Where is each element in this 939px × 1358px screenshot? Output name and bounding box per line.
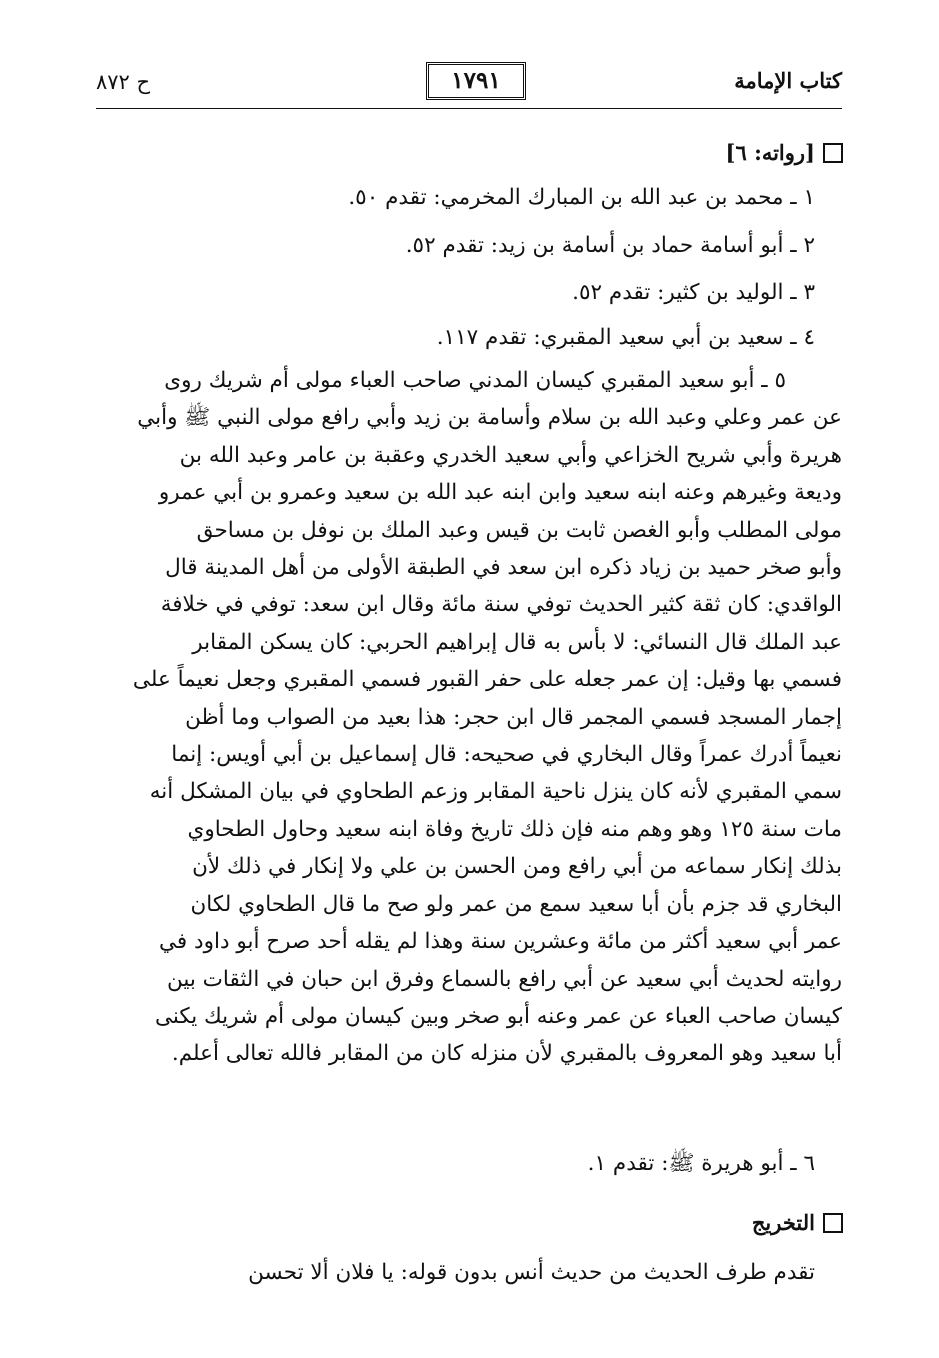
narrator-item-6: ٦ ـ أبو هريرة ﷺ: تقدم ١. (587, 1151, 815, 1176)
bio-line: البخاري قد جزم بأن أبا سعيد سمع من عمر ولو صح ما قال الطحاوي لكان (190, 891, 842, 917)
bio-line: كيسان صاحب العباء عن عمر وعنه أبو صخر وبين كيسان مولى أم شريك يكنى (154, 1003, 842, 1029)
bio-line: نعيماً أدرك عمراً وقال البخاري في صحيحه: قال إسماعيل بن أبي أويس: إنما (171, 742, 842, 768)
bio-line: سمي المقبري لأنه كان ينزل ناحية المقابر وزعم الطحاوي في بيان المشكل أنه (149, 779, 842, 805)
bio-line: بذلك إنكار سماعه من أبي رافع ومن الحسن بن علي ولا إنكار في ذلك لأن (192, 854, 842, 880)
narrators-heading (726, 140, 843, 165)
bio-line: روايته لحديث أبي سعيد عن أبي رافع بالسماع وفرق ابن حبان في الثقات بين (166, 966, 842, 992)
bio-line: مات سنة ١٢٥ وهو وهم منه فإن ذلك تاريخ وفاة ابنه سعيد وحاول الطحاوي (187, 816, 842, 842)
bio-line: الواقدي: كان ثقة كثير الحديث توفي سنة مائة وقال ابن سعد: توفي في خلافة (160, 592, 842, 618)
narrator-item-4: ٤ ـ سعيد بن أبي سعيد المقبري: تقدم ١١٧. (436, 325, 815, 350)
hadith-number-box: ١٧٩١ (426, 62, 526, 100)
bio-line: هريرة وأبي شريح الخزاعي وأبي سعيد الخدري وعقبة بن عامر وعبد الله بن (179, 442, 842, 468)
takhrij-text: تقدم طرف الحديث من حديث أنس بدون قوله: يا فلان ألا تحسن (248, 1260, 815, 1285)
hadith-reference: ح ٨٧٢ (96, 70, 151, 94)
bio-line: وأبو صخر حميد بن زياد ذكره ابن سعد في الطبقة الأولى من أهل المدينة قال (165, 555, 842, 581)
narrator-5-biography (100, 362, 842, 1073)
bio-line: عمر أبي سعيد أكثر من مائة وعشرين سنة وهذا لم يقله أحد صرح أبو داود في (159, 929, 842, 955)
narrator-item-1: ١ ـ محمد بن عبد الله بن المبارك المخرمي: تقدم ٥٠. (348, 185, 815, 210)
narrator-item-2: ٢ ـ أبو أسامة حماد بن أسامة بن زيد: تقدم ٥٢. (405, 233, 815, 258)
narrator-item-3: ٣ ـ الوليد بن كثير: تقدم ٥٢. (572, 280, 815, 305)
bio-line: إجمار المسجد فسمي المجمر قال ابن حجر: هذا بعيد من الصواب وما أظن (185, 704, 842, 730)
bio-line: عبد الملك قال النسائي: لا بأس به قال إبراهيم الحربي: كان يسكن المقابر (192, 629, 842, 655)
takhrij-heading-text: التخريج (751, 1210, 815, 1235)
bio-line: ٥ ـ أبو سعيد المقبري كيسان المدني صاحب العباء مولى أم شريك روى (164, 368, 786, 393)
bio-line: مولى المطلب وأبو الغصن ثابت بن قيس وعبد الملك بن نوفل بن مساحق (196, 517, 842, 543)
takhrij-heading (752, 1210, 843, 1235)
bio-line: عن عمر وعلي وعبد الله بن سلام وأسامة بن زيد وأبي رافع مولى النبي ﷺ وأبي (137, 405, 842, 431)
bio-line: أبا سعيد وهو المعروف بالمقبري لأن منزله كان من المقابر فالله تعالى أعلم. (171, 1041, 842, 1067)
bio-line: فسمي بها وقيل: إن عمر جعله على حفر القبور فسمي المقبري وجعل نعيماً على (132, 667, 842, 693)
square-bullet-icon (823, 143, 843, 163)
narrators-heading-text: [رواته: ٦] (725, 140, 815, 165)
page-header (96, 62, 842, 106)
book-title: كتاب الإمامة (734, 68, 842, 93)
header-divider (96, 108, 842, 109)
bio-line: وديعة وغيرهم وعنه ابنه سعيد وابن ابنه عبد الله بن سعيد وعمرو بن أبي عمرو (158, 480, 842, 506)
square-bullet-icon (823, 1213, 843, 1233)
